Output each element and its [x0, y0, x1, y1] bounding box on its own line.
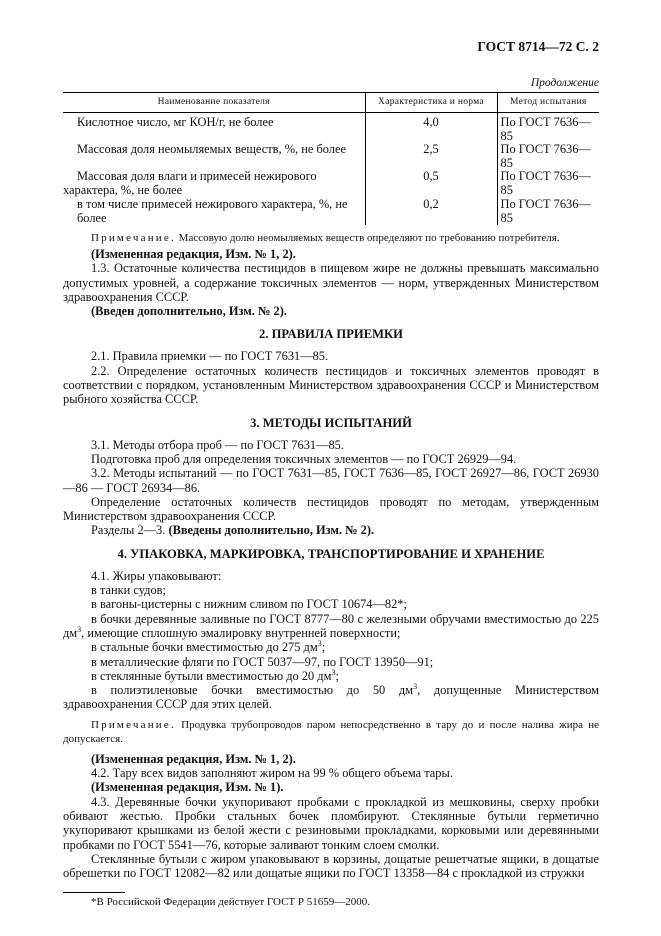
row-method: По ГОСТ 7636—85 — [497, 113, 599, 144]
list-item — [63, 640, 599, 654]
row-method: По ГОСТ 7636—85 — [497, 143, 599, 170]
table-row — [63, 170, 599, 197]
clause-1-3: 1.3. Остаточные количества пестицидов в пищевом жире не должны превышать максимально допустимых уровней, а содержание токсичных элементов — норм, утвержденных Министерством здравоохранения СССР. — [63, 261, 599, 304]
superscript: 3 — [331, 667, 336, 677]
amendment-text: (Измененная редакция, Изм. № 1). — [91, 780, 284, 795]
superscript: 3 — [77, 624, 82, 634]
list-item — [63, 612, 599, 641]
table-row — [63, 143, 599, 170]
superscript: 3 — [413, 682, 418, 691]
amendment-text: (Введен дополнительно, Изм. № 2). — [91, 304, 287, 319]
column-header: Метод испытания — [497, 93, 599, 113]
superscript: 3 — [317, 639, 322, 649]
clause-2-2: 2.2. Определение остаточных количеств пестицидов и токсичных элементов проводят в соответствии с порядком, установленным Министерством здравоохранения СССР и Министерством рыбного хозяйства СССР. — [63, 363, 599, 407]
list-item-text: в стеклянные бутыли вместимостью до 20 дм — [91, 668, 332, 683]
row-name: Массовая доля влаги и примесей нежирового характера, %, не более — [63, 169, 317, 197]
clause-3-1-prep: Подготовка проб для определения токсичных элементов — по ГОСТ 26929—94. — [91, 451, 517, 466]
list-item-text: , допущенные Министерством здравоохранения СССР для этих целей. — [63, 683, 599, 712]
list-item — [63, 683, 599, 712]
clause-4-2: 4.2. Тару всех видов заполняют жиром на 99 % общего объема тары. — [91, 766, 453, 781]
row-value: 0,2 — [365, 197, 497, 225]
page-header: ГОСТ 8714—72 С. 2 — [477, 39, 599, 54]
row-value: 2,5 — [365, 143, 497, 170]
row-name: Кислотное число, мг КОН/г, не более — [77, 115, 274, 129]
table-note — [63, 231, 599, 245]
row-method: По ГОСТ 7636—85 — [497, 170, 599, 197]
footnote: *В Российской Федерации действует ГОСТ Р 51659—2000. — [91, 896, 371, 909]
list-item-text: ; — [335, 668, 339, 683]
list-item-text: в бочки деревянные заливные по ГОСТ 8777—80 с железными обручами вместимостью до 225 дм — [63, 611, 599, 640]
clause-2-1: 2.1. Правила приемки — по ГОСТ 7631—85. — [91, 349, 329, 364]
list-item-text: ; — [321, 640, 326, 655]
list-item-text: в стальные бочки вместимостью до 275 дм — [91, 640, 318, 655]
list-item-text: в полиэтиленовые бочки вместимостью до 50 дм — [91, 683, 414, 698]
row-value: 4,0 — [365, 113, 497, 144]
amendment-text: (Измененная редакция, Изм. № 1, 2). — [91, 751, 296, 766]
clause-3-2-pesticides: Определение остаточных количеств пестицидов проводят по методам, утвержденным Министерством здравоохранения СССР. — [63, 494, 599, 524]
column-header: Наименование показателя — [63, 93, 365, 113]
clause-3-1: 3.1. Методы отбора проб — по ГОСТ 7631—85. — [91, 437, 344, 452]
list-item: в танки судов; — [91, 583, 166, 598]
clause-4-3: 4.3. Деревянные бочки укупоривают пробками с прокладкой из мешковины, сверху пробки обивают жестью. Пробки стальных бочек пломбируют. Стеклянные бутыли герметично укупоривают крышками из белой жести с резиновыми прокладками, корковыми или деревянными пробками по ГОСТ 5541—76, которые заливают тонким слоем смолки. — [63, 794, 599, 852]
document-page — [63, 0, 599, 929]
list-item: в вагоны-цистерны с нижним сливом по ГОСТ 10674—82*; — [91, 597, 407, 612]
list-item: в металлические фляги по ГОСТ 5037—97, по ГОСТ 13950—91; — [91, 654, 434, 669]
note-text: Продувка трубопроводов паром непосредственно в тару до и после налива жира не допускается. — [63, 718, 599, 745]
footnote-divider — [63, 892, 125, 893]
clause-4-1: 4.1. Жиры упаковывают: — [91, 568, 222, 583]
clause-3-2: 3.2. Методы испытаний — по ГОСТ 7631—85, ГОСТ 7636—85, ГОСТ 26927—86, ГОСТ 26930—86 — ГОСТ 26934—86. — [63, 466, 599, 495]
list-item-text: , имеющие сплошную эмалировку внутренней поверхности; — [81, 625, 401, 640]
amendment-text: (Введены дополнительно, Изм. № 2). — [168, 523, 375, 538]
section-4-note — [63, 718, 599, 746]
note-text: Массовую долю неомыляемых веществ определяют по требованию потребителя. — [175, 232, 560, 244]
body-text — [63, 231, 599, 880]
table-row — [63, 197, 599, 225]
note-label: Примечание. — [91, 232, 176, 244]
sections-text: Разделы 2—3. — [91, 523, 169, 538]
note-label: Примечание. — [91, 718, 176, 731]
section-heading-4: 4. УПАКОВКА, МАРКИРОВКА, ТРАНСПОРТИРОВАНИЕ И ХРАНЕНИЕ — [117, 546, 545, 561]
amendment — [63, 752, 599, 766]
amendment-text: (Измененная редакция, Изм. № 1, 2). — [91, 247, 296, 261]
table-header — [63, 93, 599, 113]
list-item — [63, 669, 599, 683]
continuation-label: Продолжение — [530, 77, 599, 89]
sections-amendment — [63, 523, 599, 537]
amendment — [63, 304, 599, 318]
clause-4-3-bottles: Стеклянные бутыли с жиром упаковывают в корзины, дощатые решетчатые ящики, в дощатые обрешетки по ГОСТ 12082—82 или дощатые ящики по ГОСТ 13358—84 с прокладкой из стружки — [63, 851, 599, 881]
section-heading-3: 3. МЕТОДЫ ИСПЫТАНИЙ — [250, 415, 412, 430]
amendment — [63, 247, 599, 261]
row-name: в том числе примесей нежирового характера, %, не более — [77, 197, 348, 225]
indicators-table — [63, 92, 599, 225]
section-heading-2: 2. ПРАВИЛА ПРИЕМКИ — [259, 327, 403, 342]
row-name: Массовая доля неомыляемых веществ, %, не более — [77, 142, 346, 156]
table-row — [63, 113, 599, 144]
amendment — [63, 780, 599, 794]
row-value: 0,5 — [365, 170, 497, 197]
row-method: По ГОСТ 7636—85 — [497, 197, 599, 225]
column-header: Характеристика и норма — [365, 93, 497, 113]
